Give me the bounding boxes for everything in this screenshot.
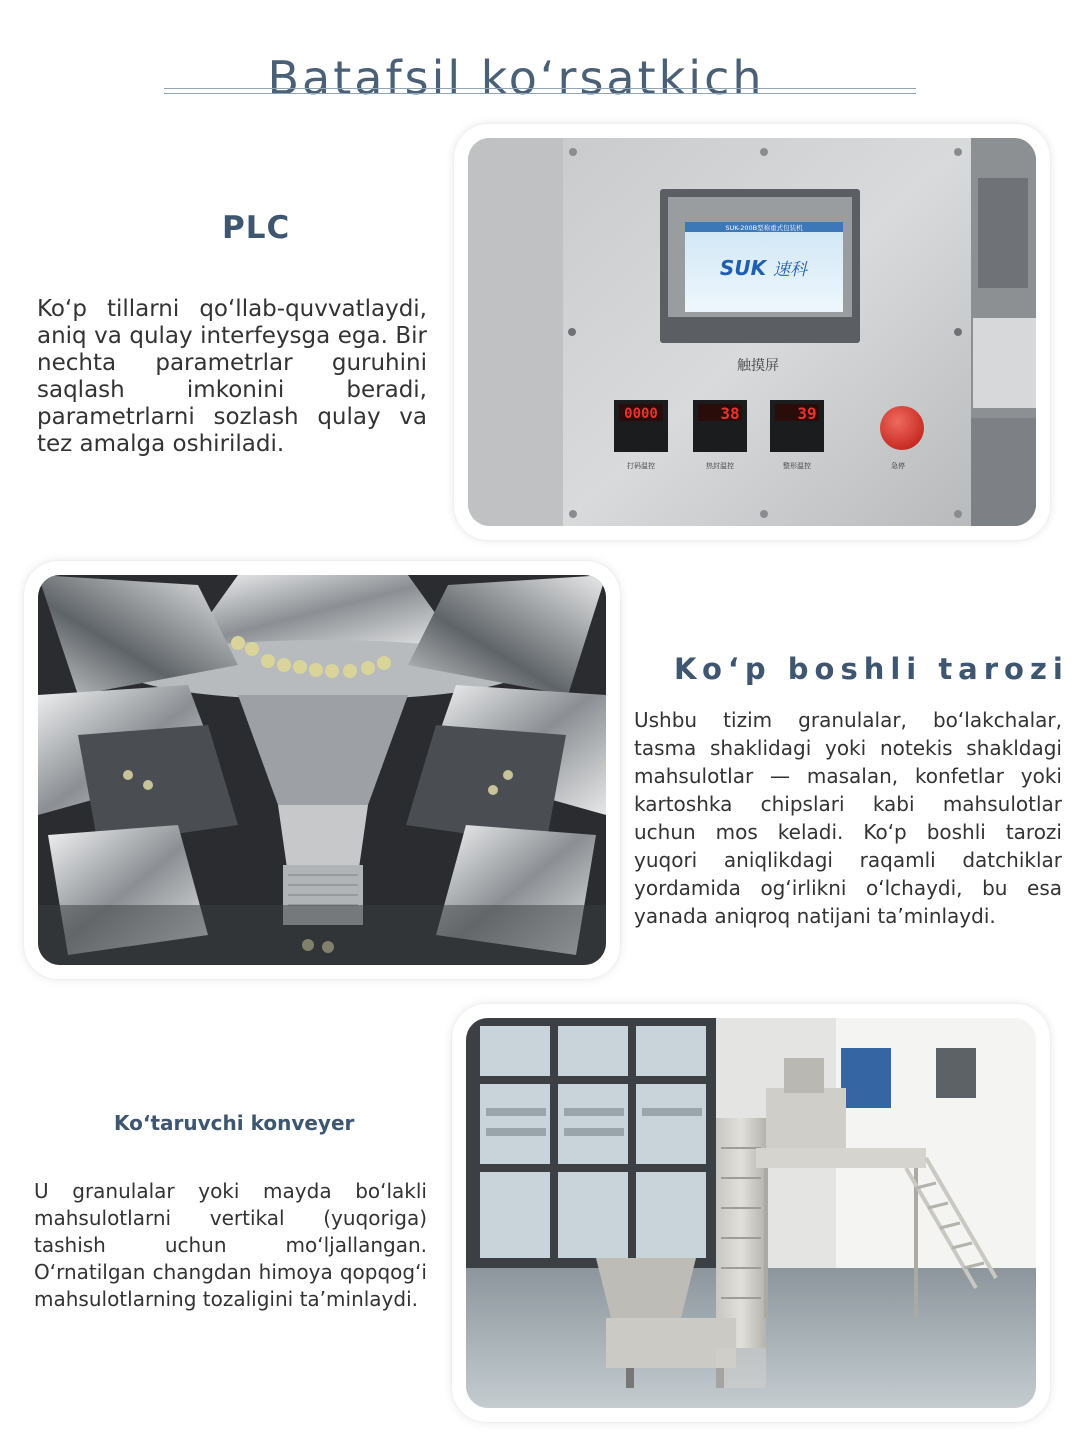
- multihead-photo-card: [24, 561, 620, 979]
- title-divider: [164, 88, 916, 94]
- conveyor-heading: Ko‘taruvchi konveyer: [114, 1111, 355, 1135]
- conveyor-photo: [466, 1018, 1036, 1408]
- multihead-description: Ushbu tizim granulalar, bo‘lakchalar, tasma shaklidagi yoki notekis shakldagi mahsulotlar — masalan, konfetlar yoki kartoshka chipslari kabi mahsulotlar uchun mos keladi. Ko‘p boshli tarozi yuqori aniqlikdagi raqamli datchiklar yordamida og‘irlikni o‘lchaydi, bu esa yanada aniqroq natijani ta’minlaydi.: [634, 708, 1062, 928]
- conveyor-description: U granulalar yoki mayda bo‘lakli mahsulotlarni vertikal (yuqoriga) tashish uchun mo‘ljallangan. O‘rnatilgan changdan himoya qopqog‘i mahsulotlarning tozaligini ta’minlaydi.: [34, 1179, 427, 1311]
- plc-control-panel-photo: [468, 138, 1036, 526]
- page-title: Batafsil ko‘rsatkich: [267, 50, 765, 105]
- display-2-label: 热封温控: [706, 462, 734, 470]
- screen-logo-latin: SUK: [719, 256, 767, 280]
- display-3-value: 39: [797, 404, 817, 423]
- panel-caption: 触摸屏: [737, 358, 779, 374]
- display-1-label: 打码温控: [627, 462, 655, 470]
- display-1-value: 0000: [624, 406, 658, 422]
- plc-photo-card: [454, 124, 1050, 540]
- display-2-value: 38: [720, 404, 740, 423]
- screen-logo-cn: 速科: [773, 260, 807, 280]
- multihead-weigher-illustration: [38, 575, 606, 965]
- control-panel-illustration: [468, 138, 1036, 526]
- conveyor-illustration: [466, 1018, 1036, 1408]
- emergency-label: 急停: [891, 462, 905, 470]
- display-3-label: 整形温控: [783, 462, 811, 470]
- conveyor-photo-card: [452, 1004, 1050, 1422]
- multihead-heading: Ko‘p boshli tarozi: [674, 652, 1069, 686]
- plc-heading: PLC: [222, 210, 291, 246]
- multihead-weigher-photo: [38, 575, 606, 965]
- screen-banner-text: SUK-200B型称重式包装机: [725, 224, 803, 232]
- plc-description: Ko‘p tillarni qo‘llab-quvvatlaydi, aniq va qulay interfeysga ega. Bir nechta parametrlar guruhini saqlash imkonini beradi, parametrlarni sozlash qulay va tez amalga oshiriladi.: [37, 296, 427, 457]
